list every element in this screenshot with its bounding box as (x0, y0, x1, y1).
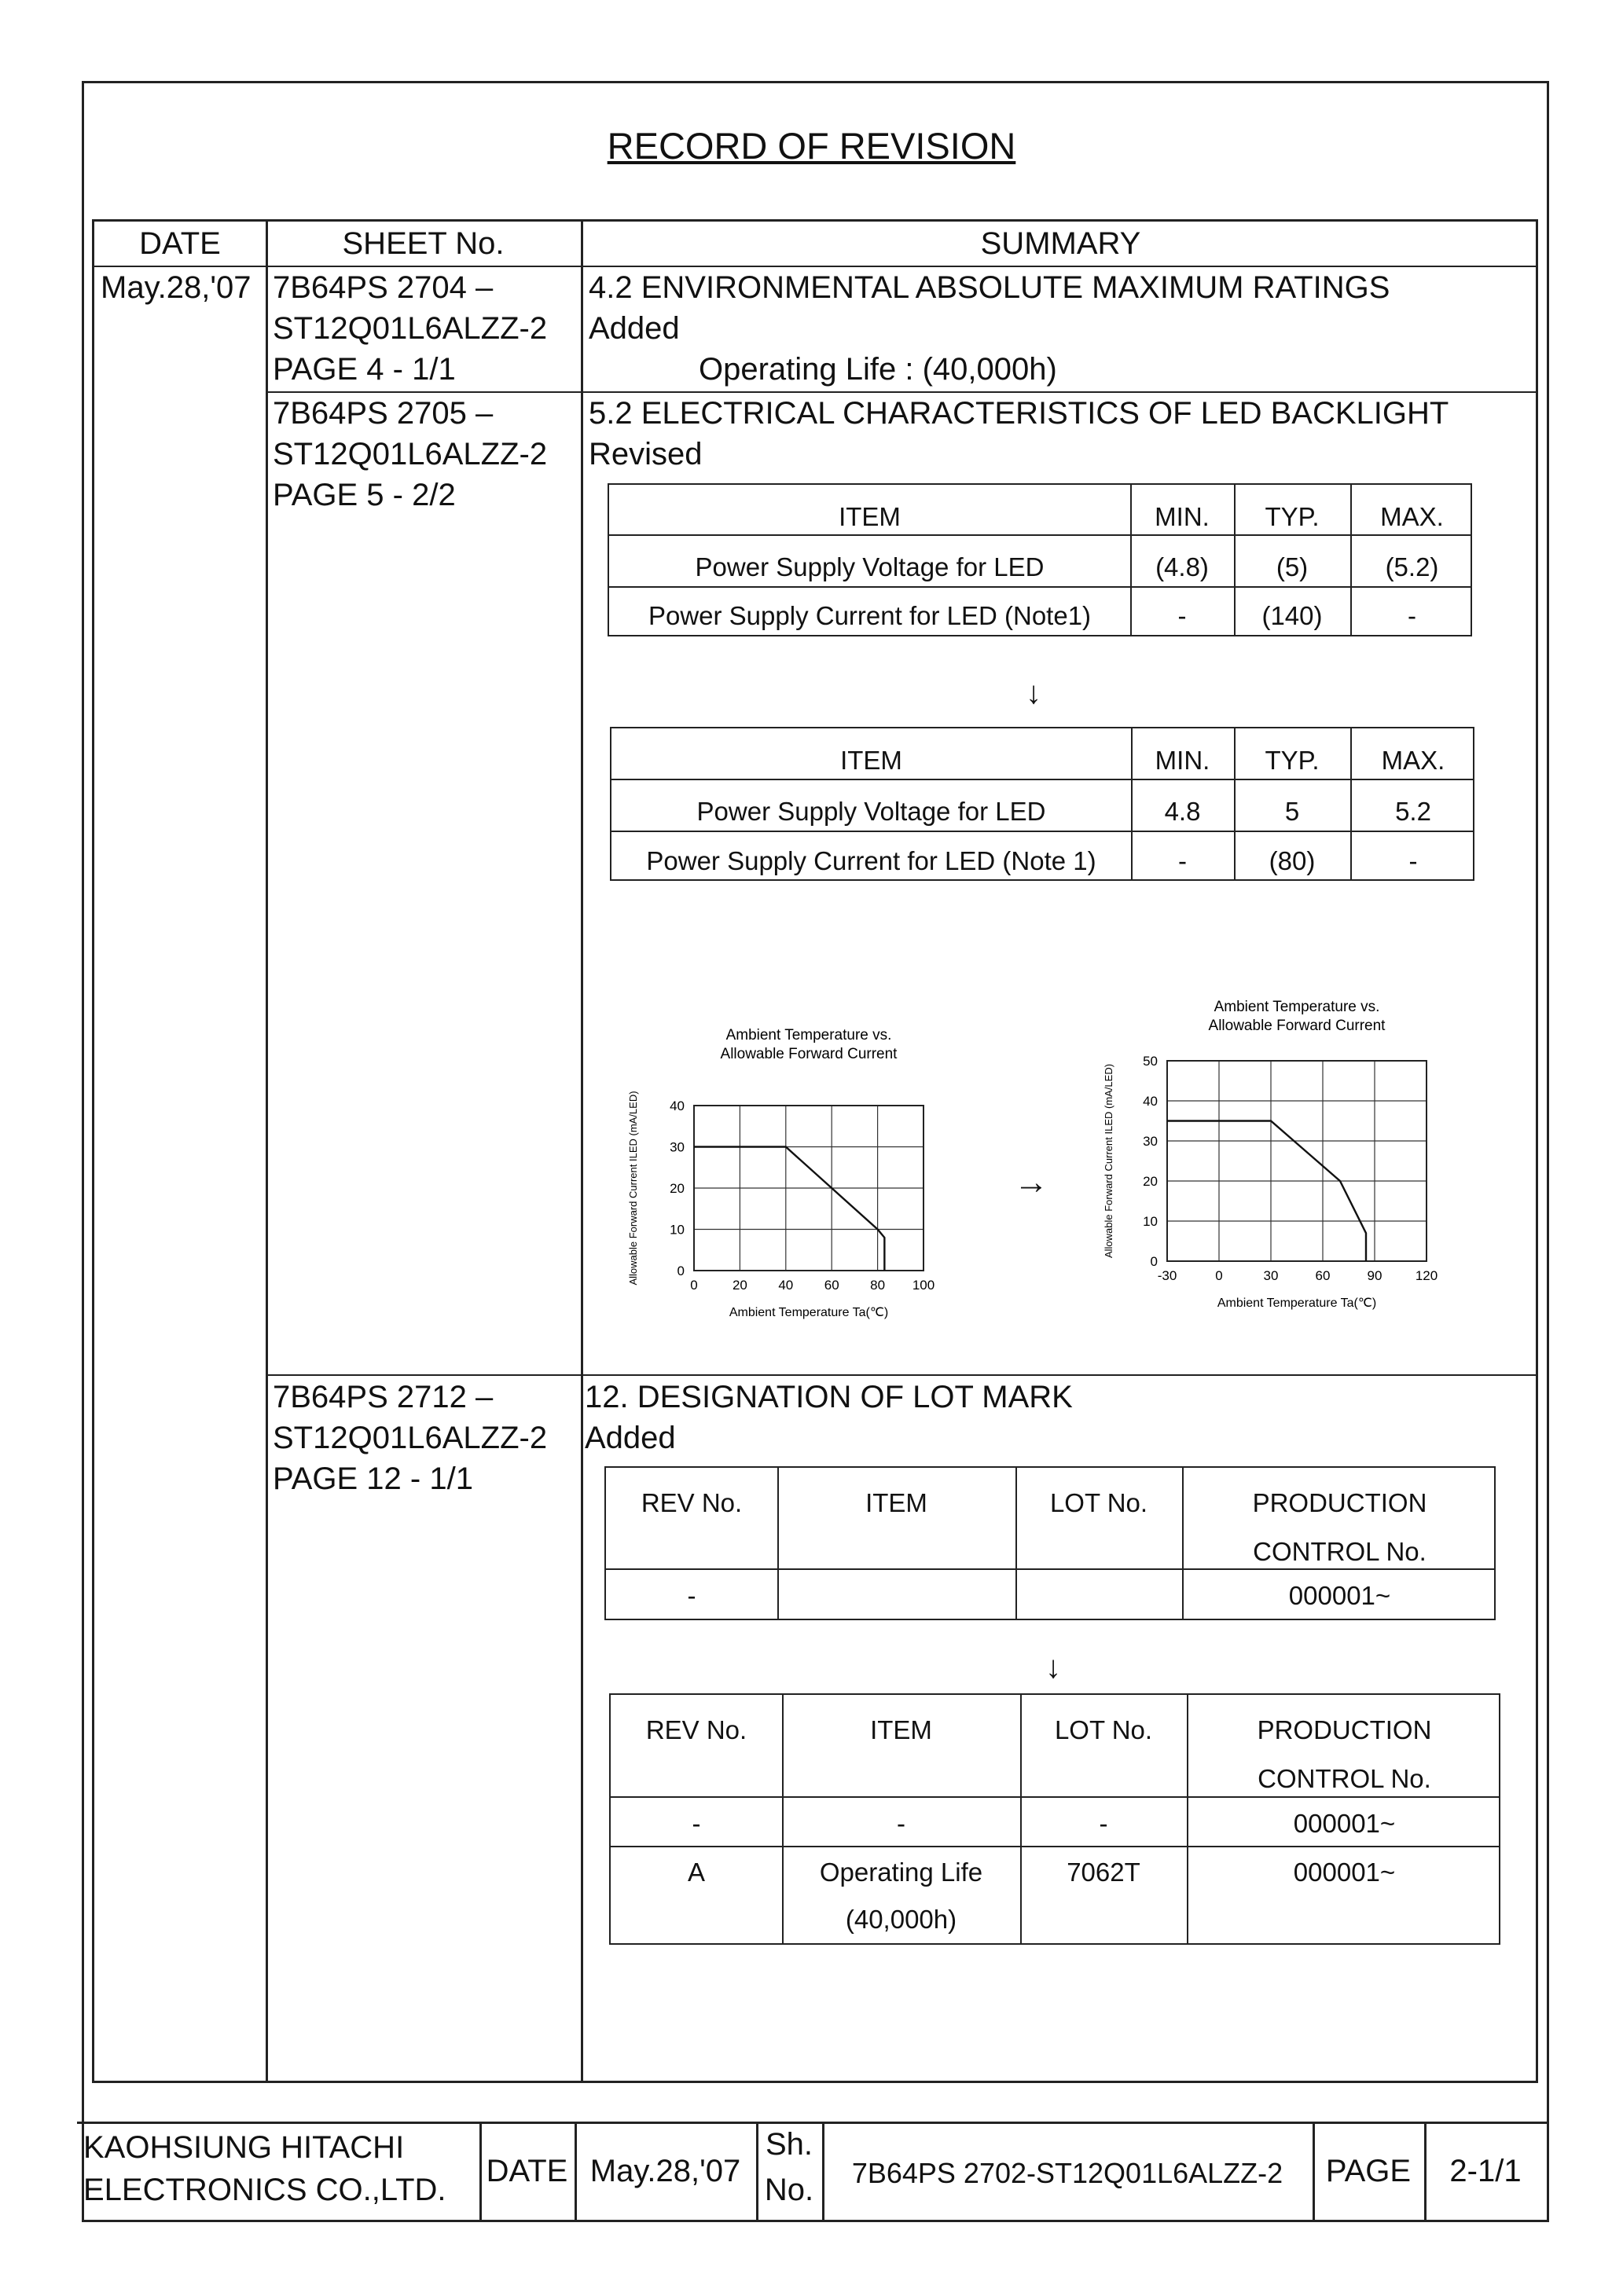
table-cell: (5.2) (1385, 552, 1439, 581)
right-arrow-icon: → (1014, 1163, 1048, 1201)
table-cell: - (687, 1581, 696, 1610)
header-date: DATE (139, 226, 221, 261)
chart-y-axis-label: Allowable Forward Current ILED (mA/LED) (1103, 1063, 1114, 1259)
entry-sheet-line: ST12Q01L6ALZZ-2 (273, 437, 548, 471)
entry-heading: 5.2 ELECTRICAL CHARACTERISTICS OF LED BACKLIGHT (589, 396, 1449, 431)
footer-page-number: 2-1/1 (1449, 2154, 1522, 2188)
table-header: MIN. (1155, 746, 1210, 775)
led-spec-table-old (608, 483, 1472, 636)
chart-y-tick-label: 30 (670, 1139, 685, 1155)
entry-action: Added (589, 311, 680, 346)
chart-y-tick-label: 50 (1143, 1054, 1158, 1069)
chart-x-tick-label: 0 (690, 1278, 698, 1293)
chart-x-axis-label: Ambient Temperature Ta(℃) (1217, 1297, 1377, 1310)
chart-title: Allowable Forward Current (720, 1046, 898, 1062)
table-cell: Power Supply Voltage for LED (695, 552, 1045, 581)
table-cell: (5) (1276, 552, 1309, 581)
table-header: REV No. (645, 1715, 747, 1744)
table-header: LOT No. (1049, 1488, 1148, 1517)
chart-frame (1167, 1061, 1427, 1261)
chart-x-tick-label: 60 (1315, 1268, 1331, 1283)
chart-x-tick-label: 120 (1415, 1268, 1438, 1283)
chart-y-tick-label: 0 (677, 1264, 685, 1278)
table-cell: 4.8 (1164, 797, 1201, 826)
table-cell: (40,000h) (845, 1905, 957, 1934)
footer-doc-number: 7B64PS 2702-ST12Q01L6ALZZ-2 (851, 2157, 1283, 2189)
table-header: TYP. (1265, 746, 1320, 775)
lot-table-new (609, 1693, 1500, 1945)
table-header: LOT No. (1054, 1715, 1153, 1744)
down-arrow-icon: ↓ (1026, 676, 1041, 710)
chart-x-tick-label: 60 (824, 1278, 839, 1293)
chart-series-line (694, 1147, 884, 1271)
chart-x-tick-label: 0 (1215, 1268, 1223, 1283)
chart-x-tick-label: 100 (912, 1278, 935, 1293)
table-header: PRODUCTION (1257, 1715, 1432, 1744)
entry-action: Revised (589, 437, 703, 471)
entry-sheet-line: 7B64PS 2705 – (273, 396, 494, 431)
table-cell: 000001~ (1293, 1858, 1396, 1887)
table-cell: - (1177, 601, 1187, 630)
entry-detail: Operating Life : (40,000h) (699, 352, 1057, 387)
entry-heading: 12. DESIGNATION OF LOT MARK (585, 1380, 1073, 1414)
chart-y-axis-label: Allowable Forward Current ILED (mA/LED) (627, 1091, 639, 1286)
chart-x-tick-label: 90 (1367, 1268, 1382, 1283)
chart-title: Ambient Temperature vs. (725, 1027, 892, 1043)
table-cell: Power Supply Current for LED (Note 1) (646, 846, 1096, 875)
entry-sheet-line: ST12Q01L6ALZZ-2 (273, 311, 548, 346)
table-cell: Power Supply Current for LED (Note1) (648, 601, 1092, 630)
entry-sheet-line: 7B64PS 2712 – (273, 1380, 494, 1414)
table-cell: 5 (1284, 797, 1300, 826)
table-cell: (4.8) (1155, 552, 1209, 581)
lot-table-old (604, 1466, 1496, 1620)
chart-series-line (1167, 1121, 1366, 1262)
page-title: RECORD OF REVISION (607, 125, 1016, 167)
table-cell: 5.2 (1395, 797, 1431, 826)
table-cell: (140) (1261, 601, 1323, 630)
table-header: ITEM (839, 502, 901, 531)
entry-sheet-line: ST12Q01L6ALZZ-2 (273, 1421, 548, 1455)
footer-sh-label: Sh. (765, 2127, 813, 2162)
entry-action: Added (585, 1421, 676, 1455)
table-header: TYP. (1265, 502, 1320, 531)
table-cell: (80) (1269, 846, 1316, 875)
chart-y-tick-label: 20 (670, 1181, 685, 1196)
header-summary: SUMMARY (980, 226, 1141, 261)
entry-sheet-line: PAGE 5 - 2/2 (273, 478, 456, 512)
table-cell: 000001~ (1293, 1809, 1396, 1838)
table-header: ITEM (865, 1488, 927, 1517)
chart-y-tick-label: 20 (1143, 1174, 1158, 1189)
entry-sheet-line: PAGE 12 - 1/1 (273, 1462, 473, 1496)
chart-x-tick-label: 40 (778, 1278, 794, 1293)
led-spec-table-new (610, 727, 1474, 881)
chart-y-tick-label: 0 (1150, 1254, 1158, 1269)
table-cell: A (687, 1858, 705, 1887)
column-divider (266, 222, 268, 2081)
chart-y-tick-label: 10 (1143, 1214, 1158, 1229)
entry-date: May.28,'07 (101, 270, 252, 305)
document-footer (77, 2122, 1547, 2221)
footer-page-label: PAGE (1325, 2154, 1412, 2188)
chart-x-tick-label: 80 (870, 1278, 886, 1293)
table-header: MAX. (1381, 746, 1445, 775)
table-cell: 7062T (1067, 1858, 1140, 1887)
header-sheet: SHEET No. (342, 226, 505, 261)
company-name-line2: ELECTRONICS CO.,LTD. (83, 2173, 446, 2207)
derating-chart-new (1096, 994, 1474, 1324)
table-header: MAX. (1380, 502, 1444, 531)
chart-x-tick-label: 20 (732, 1278, 747, 1293)
chart-x-axis-label: Ambient Temperature Ta(℃) (729, 1306, 889, 1319)
chart-y-tick-label: 10 (670, 1222, 685, 1238)
table-header: ITEM (840, 746, 902, 775)
chart-y-tick-label: 30 (1143, 1134, 1158, 1149)
table-cell: - (1408, 846, 1418, 875)
table-header: CONTROL No. (1253, 1537, 1427, 1566)
table-cell: - (692, 1809, 701, 1838)
footer-date: May.28,'07 (589, 2154, 741, 2188)
company-name-line1: KAOHSIUNG HITACHI (83, 2130, 405, 2165)
entry-sheet-line: PAGE 4 - 1/1 (273, 352, 456, 387)
table-header: PRODUCTION (1252, 1488, 1427, 1517)
entry-heading: 4.2 ENVIRONMENTAL ABSOLUTE MAXIMUM RATINGS (589, 270, 1390, 305)
row-divider (266, 1374, 1536, 1376)
chart-y-tick-label: 40 (670, 1098, 685, 1113)
table-cell: - (1099, 1809, 1108, 1838)
footer-no-label: No. (764, 2173, 814, 2207)
table-header: ITEM (870, 1715, 932, 1744)
chart-y-tick-label: 40 (1143, 1094, 1158, 1109)
table-cell: - (1178, 846, 1187, 875)
table-cell: Power Supply Voltage for LED (696, 797, 1046, 826)
table-cell: 000001~ (1288, 1581, 1391, 1610)
table-cell: - (897, 1809, 905, 1838)
table-header: MIN. (1155, 502, 1210, 531)
chart-x-tick-label: -30 (1157, 1268, 1177, 1283)
table-cell: - (1408, 601, 1416, 630)
table-cell: Operating Life (819, 1858, 983, 1887)
chart-x-tick-label: 30 (1263, 1268, 1279, 1283)
derating-chart-old (621, 1018, 1014, 1332)
table-header: CONTROL No. (1258, 1764, 1431, 1793)
footer-date-label: DATE (486, 2154, 568, 2188)
down-arrow-icon: ↓ (1045, 1650, 1061, 1685)
table-header: REV No. (641, 1488, 743, 1517)
entry-sheet-line: 7B64PS 2704 – (273, 270, 494, 305)
chart-title: Ambient Temperature vs. (1214, 999, 1380, 1015)
chart-title: Allowable Forward Current (1208, 1018, 1386, 1034)
column-divider (581, 222, 583, 2081)
